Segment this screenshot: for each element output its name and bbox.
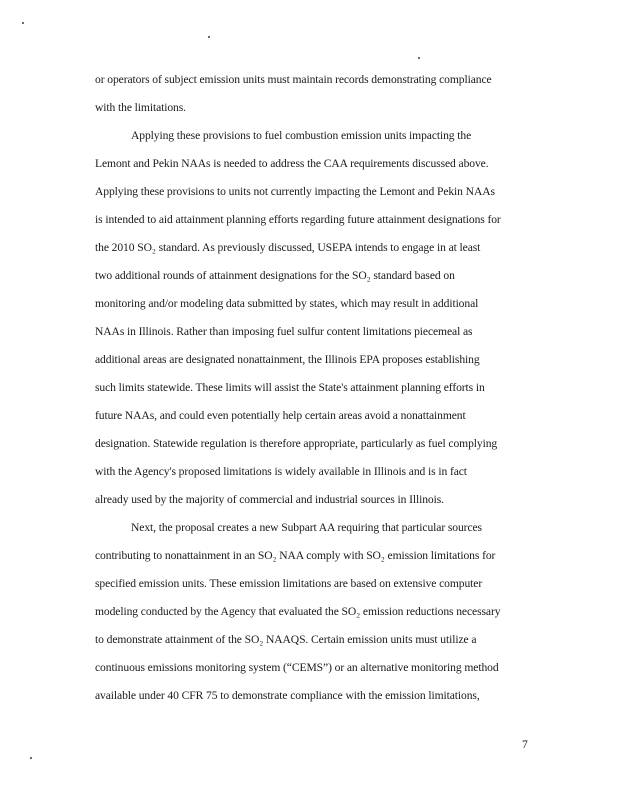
text-line: future NAAs, and could even potentially help certain areas avoid a nonattainment xyxy=(95,409,466,422)
scan-speck xyxy=(208,36,210,38)
text-line: Applying these provisions to fuel combustion emission units impacting the xyxy=(131,129,472,142)
text-line: monitoring and/or modeling data submitted by states, which may result in additional xyxy=(95,297,479,310)
text-line: Next, the proposal creates a new Subpart AA requiring that particular sources xyxy=(131,521,482,534)
text-line: contributing to nonattainment in an SO₂ NAA comply with SO₂ emission limitations for xyxy=(95,549,496,562)
scan-speck xyxy=(30,757,32,759)
text-line: modeling conducted by the Agency that evaluated the SO₂ emission reductions necessary xyxy=(95,605,501,618)
text-line: specified emission units. These emission limitations are based on extensive computer xyxy=(95,577,483,590)
text-line: already used by the majority of commercial and industrial sources in Illinois. xyxy=(95,493,444,506)
text-line: two additional rounds of attainment designations for the SO₂ standard based on xyxy=(95,269,455,282)
page-number: 7 xyxy=(522,738,528,751)
text-line: such limits statewide. These limits will assist the State's attainment planning efforts in xyxy=(95,381,485,394)
text-line: available under 40 CFR 75 to demonstrate compliance with the emission limitations, xyxy=(95,689,480,702)
scan-speck xyxy=(22,22,24,24)
text-line: Applying these provisions to units not currently impacting the Lemont and Pekin NAAs xyxy=(95,185,495,198)
text-line: NAAs in Illinois. Rather than imposing fuel sulfur content limitations piecemeal as xyxy=(95,325,473,338)
text-line: is intended to aid attainment planning efforts regarding future attainment designations for xyxy=(95,213,501,226)
text-line: Lemont and Pekin NAAs is needed to address the CAA requirements discussed above. xyxy=(95,157,489,170)
text-line: with the Agency's proposed limitations is widely available in Illinois and is in fact xyxy=(95,465,467,478)
text-line: additional areas are designated nonattainment, the Illinois EPA proposes establishing xyxy=(95,353,480,366)
text-line: to demonstrate attainment of the SO₂ NAAQS. Certain emission units must utilize a xyxy=(95,633,477,646)
text-line: or operators of subject emission units must maintain records demonstrating compliance xyxy=(95,73,492,86)
text-line: continuous emissions monitoring system (“CEMS”) or an alternative monitoring method xyxy=(95,661,499,674)
text-line: designation. Statewide regulation is therefore appropriate, particularly as fuel complying xyxy=(95,437,498,450)
text-line: with the limitations. xyxy=(95,101,186,114)
text-line: the 2010 SO₂ standard. As previously discussed, USEPA intends to engage in at least xyxy=(95,241,481,254)
scan-speck xyxy=(418,57,420,59)
